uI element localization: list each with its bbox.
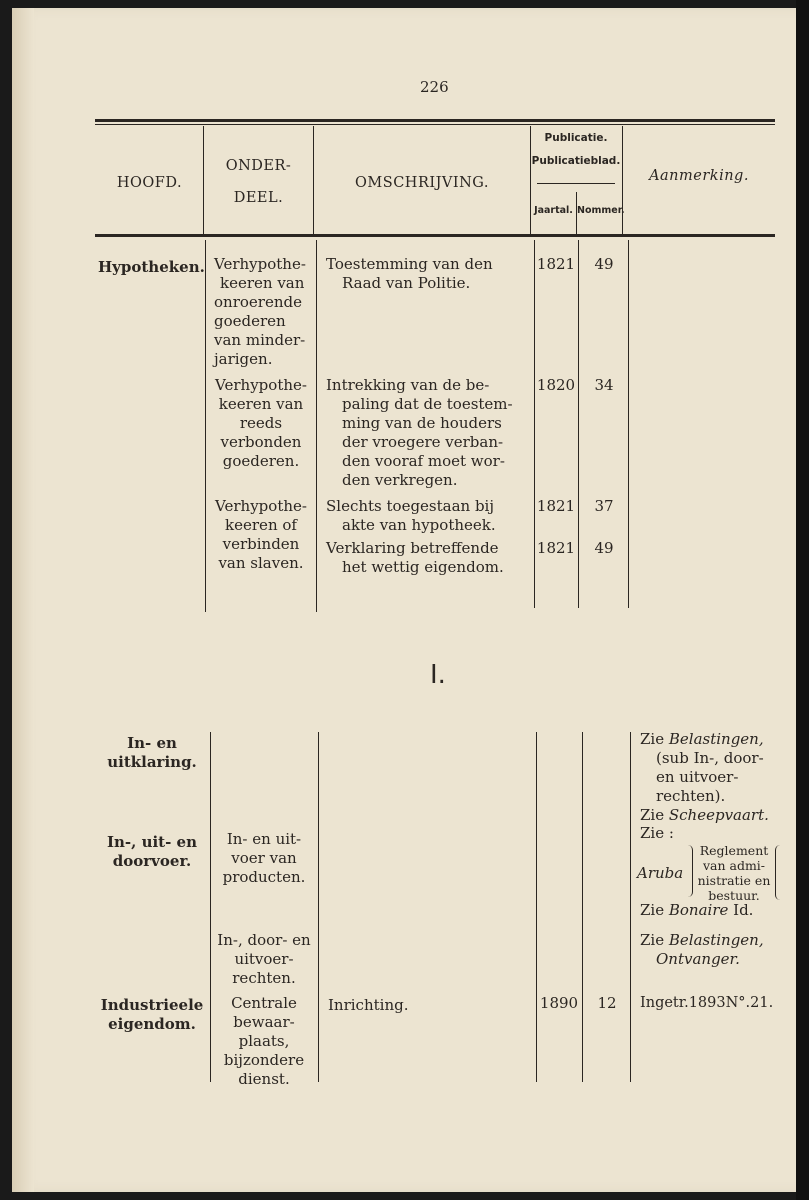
- text-line: verbinden: [222, 535, 300, 553]
- text-line: Intrekking van de be-: [326, 376, 490, 394]
- text-line: het wettig eigendom.: [342, 558, 504, 576]
- jaartal-row-3: 1821: [536, 497, 576, 515]
- text-line: bewaar-: [233, 1013, 295, 1031]
- text-line: goederen.: [222, 452, 300, 470]
- aanmerking-ingetrokken: Ingetr.1893N°.21.: [640, 995, 774, 1011]
- text-line: Toestemming van den: [326, 255, 493, 273]
- text-line: doorvoer.: [112, 852, 192, 870]
- hoofd-industrieele-eigendom: [96, 996, 208, 1034]
- text-line: Verhypothe-: [214, 255, 306, 273]
- text-line: van minder-: [214, 331, 306, 349]
- page-number: 226: [420, 78, 449, 96]
- text-line: Verklaring betreffende: [326, 539, 499, 557]
- hoofd-in-uit-doorvoer: [96, 833, 208, 871]
- column-divider: [582, 732, 583, 1082]
- text-line: jarigen.: [214, 350, 273, 368]
- text-line: van admi-: [702, 858, 766, 873]
- text-line: van slaven.: [218, 554, 304, 572]
- text-line: rechten.: [232, 969, 296, 987]
- header-onderdeel-1: ONDER-: [225, 158, 292, 174]
- text-run: Zie: [640, 931, 669, 949]
- text-line: In-, door- en: [217, 931, 311, 949]
- right-brace: [775, 845, 780, 900]
- text-line: den vooraf moet wor-: [342, 452, 505, 470]
- header-jaartal: Jaartal.: [534, 205, 573, 216]
- text-line: en uitvoer-: [656, 768, 739, 786]
- text-line: keeren van: [218, 395, 304, 413]
- nommer-row-1: 49: [594, 255, 614, 273]
- onderdeel-row-2: [208, 376, 314, 471]
- hoofd-hypotheken: Hypotheken.: [98, 258, 205, 276]
- text-line: Raad van Politie.: [342, 274, 471, 292]
- column-divider: [628, 240, 629, 608]
- column-divider: [536, 732, 537, 1082]
- onderdeel-door-uitvoer: [212, 931, 316, 988]
- aanmerking-bonaire: [640, 901, 753, 920]
- jaartal-row-2: 1820: [536, 376, 576, 394]
- text-line: rechten).: [656, 787, 726, 805]
- text-line: dienst.: [238, 1070, 290, 1088]
- onderdeel-row-3: [208, 497, 314, 573]
- text-line: Slechts toegestaan bij: [326, 497, 495, 515]
- text-line: Industrieele: [100, 996, 204, 1014]
- omschrijving-row-3: [326, 497, 522, 535]
- header-nommer: Nommer.: [577, 205, 625, 216]
- text-run: Zie: [640, 730, 669, 748]
- text-line: reeds: [239, 414, 283, 432]
- jaartal-industrieele: 1890: [539, 994, 579, 1012]
- text-run: Id.: [728, 901, 754, 919]
- text-run: Bonaire: [668, 901, 729, 919]
- text-run: Zie: [640, 806, 669, 824]
- text-run: Belastingen,: [668, 931, 764, 949]
- text-line: uitklaring.: [107, 753, 197, 771]
- column-divider: [205, 240, 206, 612]
- header-swash: [537, 183, 615, 184]
- nommer-row-4: 49: [594, 539, 614, 557]
- header-publicatieblad: Publicatieblad.: [531, 155, 621, 167]
- header-top-rule-thin: [95, 124, 775, 125]
- text-line: keeren van: [220, 274, 305, 292]
- aanmerking-door-uitvoer: [640, 931, 780, 969]
- column-divider: [210, 732, 211, 1082]
- text-line: producten.: [222, 868, 306, 886]
- jaartal-row-1: 1821: [536, 255, 576, 273]
- nommer-row-2: 34: [594, 376, 614, 394]
- text-line: bestuur.: [708, 888, 760, 903]
- header-publicatie: Publicatie.: [544, 132, 608, 144]
- onderdeel-centrale-bewaarplaats: [212, 994, 316, 1089]
- text-line: voer van: [231, 849, 297, 867]
- column-divider: [316, 240, 317, 612]
- text-line: der vroegere verban-: [342, 433, 504, 451]
- text-line: nistratie en: [697, 873, 771, 888]
- text-line: Verhypothe-: [215, 497, 307, 515]
- reglement-text: [694, 843, 774, 903]
- omschrijving-row-4: [326, 539, 522, 577]
- text-line: In-, uit- en: [106, 833, 198, 851]
- jaartal-row-4: 1821: [536, 539, 576, 557]
- onderdeel-row-1: [214, 255, 314, 369]
- omschrijving-row-2: [326, 376, 522, 490]
- header-hoofd: HOOFD.: [116, 175, 183, 191]
- section-letter: I.: [430, 660, 446, 690]
- nommer-row-3: 37: [594, 497, 614, 515]
- text-line: In- en uit-: [226, 830, 302, 848]
- text-line: eigendom.: [108, 1015, 196, 1033]
- header-aanmerking: Aanmerking.: [649, 168, 749, 184]
- text-run: Scheepvaart.: [668, 806, 769, 824]
- text-line: (sub In-, door-: [656, 749, 764, 767]
- header-divider: [203, 126, 204, 234]
- scan-border: [796, 0, 809, 1200]
- aruba-label: Aruba: [637, 864, 684, 882]
- text-line: paling dat de toestem-: [342, 395, 513, 413]
- text-line: plaats,: [238, 1032, 290, 1050]
- aanmerking-zie: Zie :: [640, 824, 674, 842]
- text-line: akte van hypotheek.: [342, 516, 496, 534]
- text-line: ming van de houders: [342, 414, 502, 432]
- text-line: Centrale: [231, 994, 297, 1012]
- text-run: Belastingen,: [668, 730, 764, 748]
- text-line: Ontvanger.: [656, 950, 740, 968]
- header-top-rule: [95, 119, 775, 122]
- text-line: keeren of: [225, 516, 297, 534]
- omschrijving-row-1: [326, 255, 522, 293]
- text-line: In- en: [127, 734, 177, 752]
- header-onderdeel-2: DEEL.: [233, 190, 284, 206]
- text-line: Reglement: [699, 843, 769, 858]
- aanmerking-in-en-uitklaring: [640, 730, 782, 825]
- text-line: verbonden: [220, 433, 302, 451]
- onderdeel-in-uit-voer: [212, 830, 316, 887]
- left-brace: [688, 845, 693, 897]
- nommer-industrieele: 12: [597, 994, 617, 1012]
- column-divider: [578, 240, 579, 608]
- text-line: uitvoer-: [234, 950, 294, 968]
- text-line: bijzondere: [223, 1051, 305, 1069]
- column-divider: [318, 732, 319, 1082]
- text-run: Zie: [640, 901, 669, 919]
- omschrijving-inrichting: Inrichting.: [328, 996, 409, 1014]
- text-line: onroerende: [214, 293, 302, 311]
- header-bottom-rule: [95, 234, 775, 237]
- column-divider: [630, 732, 631, 1082]
- text-line: den verkregen.: [342, 471, 458, 489]
- page-spine-shadow: [12, 8, 34, 1192]
- text-line: goederen: [214, 312, 286, 330]
- text-line: Verhypothe-: [215, 376, 307, 394]
- hoofd-in-en-uitklaring: [96, 734, 208, 772]
- header-omschrijving: OMSCHRIJVING.: [355, 175, 489, 191]
